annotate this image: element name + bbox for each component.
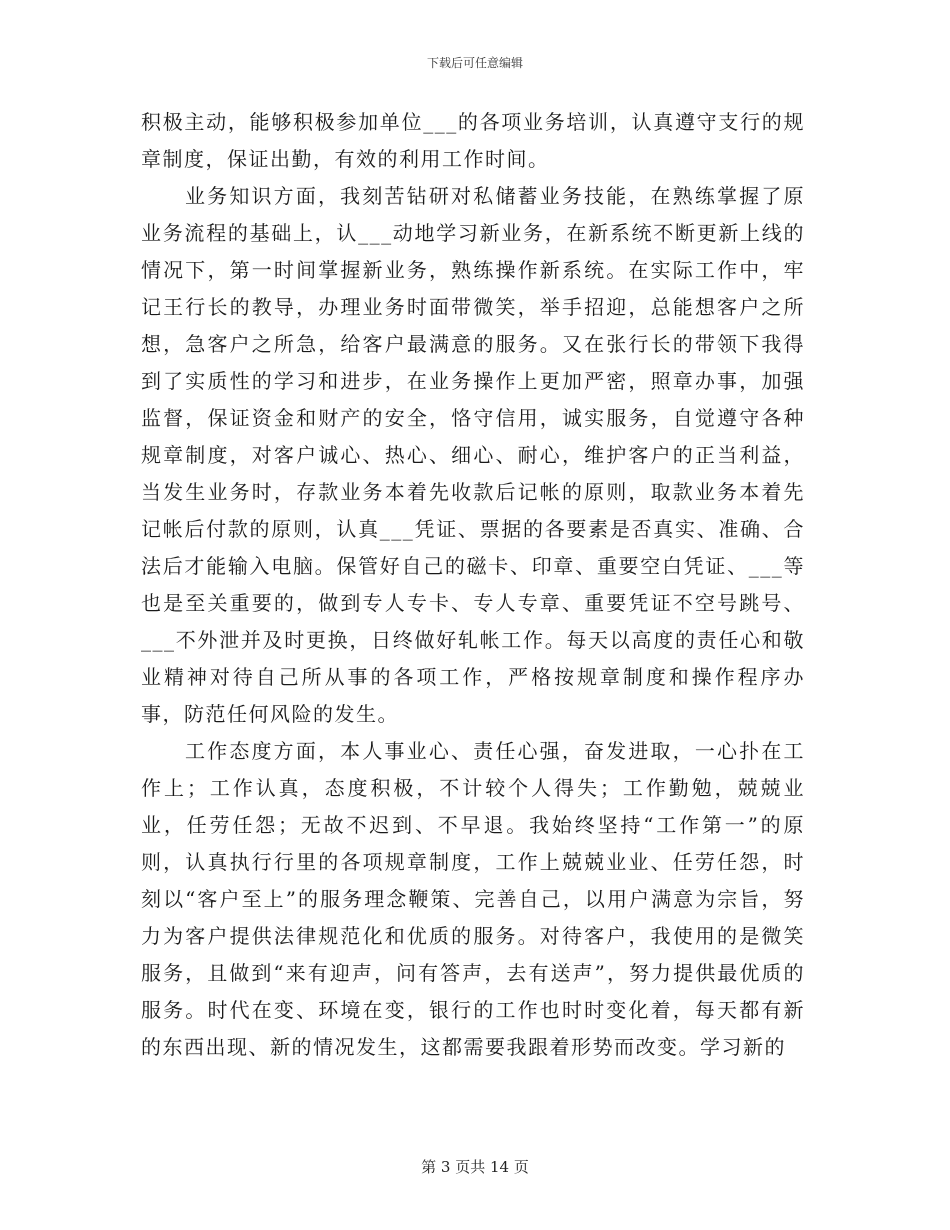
- paragraph-continuation: 积极主动，能够积极参加单位___的各项业务培训，认真遵守支行的规章制度，保证出勤，有效的利用工作时间。: [141, 110, 805, 171]
- page-footer: 第 3 页共 14 页: [421, 1158, 529, 1176]
- paragraph-work-attitude: 工作态度方面，本人事业心、责任心强，奋发进取，一心扑在工作上；工作认真，态度积极，不计较个人得失；工作勤勉，兢兢业业，任劳任怨；无故不迟到、不早退。我始终坚持“工作第一”的原则，认真执行行里的各项规章制度，工作上兢兢业业、任劳任怨，时刻以“客户至上”的服务理念鞭策、完善自己，以用户满意为宗旨，努力为客户提供法律规范化和优质的服务。对待客户，我使用的是微笑服务，且做到“来有迎声，问有答声，去有送声”，努力提供最优质的服务。时代在变、环境在变，银行的工作也时时变化着，每天都有新的东西出现、新的情况发生，这都需要我跟着形势而改变。学习新的: [141, 739, 805, 1059]
- paragraph-business-knowledge: 业务知识方面，我刻苦钻研对私储蓄业务技能，在熟练掌握了原业务流程的基础上，认___动地学习新业务，在新系统不断更新上线的情况下，第一时间掌握新业务，熟练操作新系统。在实际工作中，牢记王行长的教导，办理业务时面带微笑，举手招迎，总能想客户之所想，急客户之所急，给客户最满意的服务。又在张行长的带领下我得到了实质性的学习和进步，在业务操作上更加严密，照章办事，加强监督，保证资金和财产的安全，恪守信用，诚实服务，自觉遵守各种规章制度，对客户诚心、热心、细心、耐心，维护客户的正当利益，当发生业务时，存款业务本着先收款后记帐的原则，取款业务本着先记帐后付款的原则，认真___凭证、票据的各要素是否真实、准确、合法后才能输入电脑。保管好自己的磁卡、印章、重要空白凭证、___等也是至关重要的，做到专人专卡、专人专章、重要凭证不空号跳号、___不外泄并及时更换，日终做好轧帐工作。每天以高度的责任心和敬业精神对待自己所从事的各项工作，严格按规章制度和操作程序办事，防范任何风险的发生。: [141, 184, 805, 726]
- page-header: 下载后可任意编辑: [426, 56, 523, 70]
- document-body: [141, 104, 805, 1066]
